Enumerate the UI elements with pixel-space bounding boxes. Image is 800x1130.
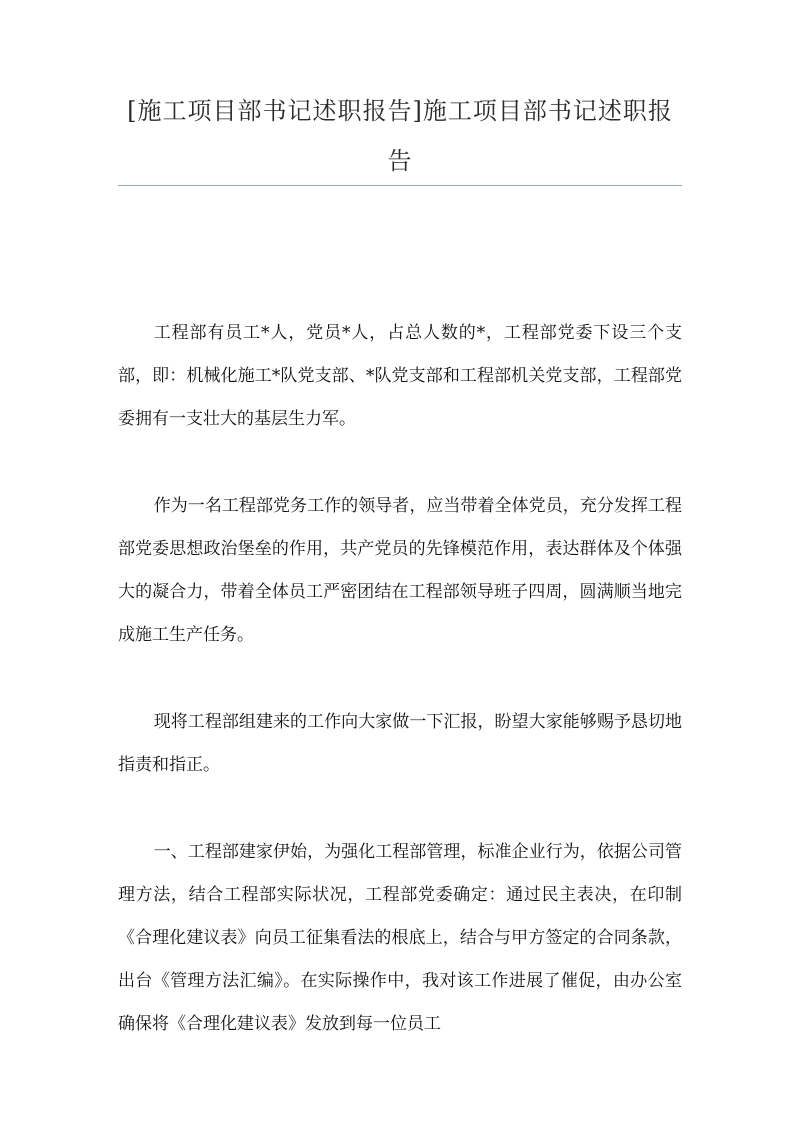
paragraph-4: 一、工程部建家伊始，为强化工程部管理，标准企业行为，依据公司管理方法，结合工程部实际状况，工程部党委确定：通过民主表决，在印制《合理化建议表》向员工征集看法的根底上，结合与甲方签定的合同条款，出台《管理方法汇编》。在实际操作中，我对该工作进展了催促，由办公室确保将《合理化建议表》发放到每一位员工: [118, 842, 682, 1034]
document-title: [施工项目部书记述职报告]施工项目部书记述职报告: [127, 97, 673, 175]
paragraph-1: 工程部有员工*人，党员*人，占总人数的*，工程部党委下设三个支部，即：机械化施工*队党支部、*队党支部和工程部机关党支部，工程部党委拥有一支壮大的基层生力军。: [118, 323, 682, 429]
title-divider: [118, 185, 682, 186]
paragraph-2: 作为一名工程部党务工作的领导者，应当带着全体党员，充分发挥工程部党委思想政治堡垒的作用，共产党员的先锋模范作用，表达群体及个体强大的凝合力，带着全体员工严密团结在工程部领导班子四周，圆满顺当地完成施工生产任务。: [118, 496, 682, 645]
paragraph-3: 现将工程部组建来的工作向大家做一下汇报，盼望大家能够赐予恳切地指责和指正。: [118, 712, 682, 775]
document-body: [118, 312, 682, 1090]
